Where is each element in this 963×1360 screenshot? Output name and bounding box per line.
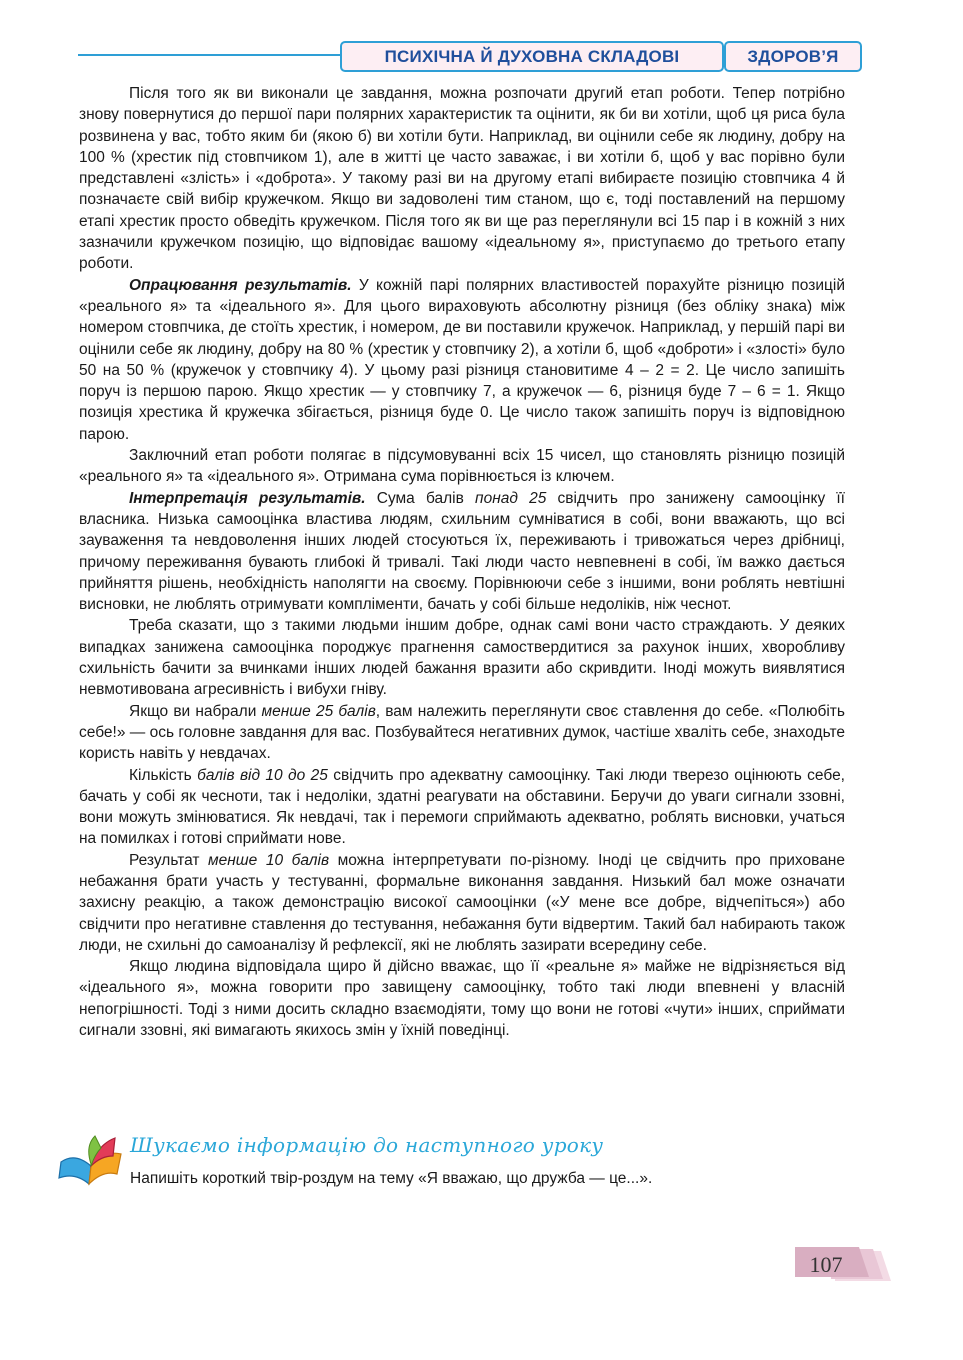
paragraph [79,765,845,850]
paragraph [79,83,845,275]
body-text: свідчить про занижену самооцінку її власника. Низька самооцінка властива людям, схильним сумніватися в собі, вони вважають, що всі зауваження та невдоволення інших людей стосуються їх, переживають і тривожаться через дрібниці, причому переживання бувають глибокі й тривалі. Такі люди часто невпевнені в собі, їм важко дається прийняття рішень, необхідність наполягти на своєму. Порівнюючи себе з іншими, вони роблять невтішні висновки, не люблять отримувати компліменти, бачать у собі більше недоліків, ніж чеснот. [79,489,845,614]
paragraph [79,615,845,700]
header-rule [78,54,340,56]
paragraph [79,488,845,616]
page-number: 107 [809,1252,843,1277]
body-text: свідчить про адекватну самооцінку. Такі люди тверезо оцінюють себе, бачать у собі як чесноти, так і недоліки, здатні реагувати на обставини. Беручи до уваги сигнали ззовні, вони можуть змінюватися. Як невдачі, так і перемоги сприймають адекватно, роблять висновки, учаться на помилках і готові сприймати нове. [79,766,845,848]
body-text: Треба сказати, що з такими людьми іншим добре, однак самі вони часто страждають. У деяких випадках занижена самооцінка породжує прагнення самоствердитися за рахунок інших, хворобливу схильність бачити за вчинками інших людей бажання вразити або скривдити. Іноді можуть виявлятися невмотивована агресивність і вибухи гніву. [79,617,845,699]
emphasis-text: балів від 10 до 25 [197,766,328,784]
body-text: можна інтерпретувати по-різному. Іноді це свідчить про приховане небажання брати участь у тестуванні, формальне виконання завдання. Низький бал може означати захисну реакцію, а також демонстрацію високої самооцінки («У мене все добре, відчепіться») або свідчити про негативне ставлення до тестування, небажання бути відвертим. Такий бал набирають також люди, не схильні до самоаналізу й рефлексії, які не люблять зазирати всередину себе. [79,851,845,954]
section-topic: ЗДОРОВ’Я [724,41,862,72]
paragraph [79,701,845,765]
body-text: Кількість [129,766,198,784]
emphasis-text: понад 25 [475,489,547,507]
paragraph [79,275,845,445]
emphasis-text: менше 10 балів [208,851,330,869]
body-text: Сума балів [365,489,476,507]
emphasis-text: менше 25 балів [261,702,376,720]
body-text: Результат [129,851,209,869]
next-lesson-title: Шукаємо інформацію до наступного уроку [130,1133,604,1157]
body-text: Якщо людина відповідала щиро й дійсно вважає, що її «реальне я» майже не відрізняється від «ідеального я», можна говорити про завищену самооцінку, тобто такі люди впевнені у власній непогрішності. Тоді з ними досить складно взаємодіяти, тому що вони не готові «чути» інших, сприймати сигнали ззовні, які вимагають якихось змін у їхній поведінці. [79,958,845,1040]
paragraph [79,850,845,956]
open-book-icon [55,1132,127,1188]
body-text: , вам належить переглянути своє ставлення до себе. «Полюбіть себе!» — ось головне завдання для вас. Позбувайтеся негативних думок, частіше хваліть себе, знаходьте користь навіть у невдачах. [79,702,845,763]
section-title: ПСИХІЧНА Й ДУХОВНА СКЛАДОВІ [340,41,724,72]
next-lesson-task: Напишіть короткий твір-роздум на тему «Я вважаю, що дружба — це...». [130,1170,653,1187]
body-text: Після того як ви виконали це завдання, можна розпочати другий етап роботи. Тепер потрібно знову повернутися до першої пари полярних характеристик та оцінити, як би ви хотіли, щоб ця риса була розвинена у вас, тобто яким би (якою б) ви хотіли бути. Наприклад, ви оцінили себе як людину, добру на 100 % (хрестик під стовпчиком 1), але в житті це часто заважає, і ви хотіли б, щоб у вас порівно були представлені «злість» і «доброта». У такому разі ви на другому етапі вибираєте позицію стовпчика 4 й позначаєте свій вибір кружечком. Якщо ви задоволені тим станом, що є, тоді поставлений на першому етапі хрестик просто обведіть кружечком. Після того як ви ще раз переглянули всі 15 пар і в кожній з них зазначили кружечком позицію, що відповідає вашому «ідеальному я», приступаємо до третього етапу роботи. [79,85,845,273]
emphasis-text: Опрацювання результатів. [129,276,352,294]
paragraph [79,445,845,488]
emphasis-text: Інтерпретація результатів. [129,489,366,507]
body-text: Заключний етап роботи полягає в підсумовуванні всіх 15 чисел, що становлять різницю позицій «реального я» та «ідеального я». Отримана сума порівнюється із ключем. [79,447,845,486]
paragraph [79,956,845,1041]
body-text: Якщо ви набрали [129,702,262,720]
body-text: У кожній парі полярних властивостей порахуйте різницю позицій «реального я» та «ідеального я». Для цього вираховують абсолютну різниця (без обліку знака) між номером стовпчика, де стоїть хрестик, і номером, де ви поставили кружечок. Наприклад, у першій парі ви оцінили себе як людину, добру на 80 % (хрестик у стовпчику 2), а хотіли б, щоб «доброти» і «злості» було 50 на 50 % (кружечок у стовпчику 4). У цьому разі різниця становитиме 4 – 2 = 2. Це число запишіть поруч із першою парою. Якщо хрестик — у стовпчику 7, а кружечок — 6, різниця буде 7 – 6 = 1. Якщо позиція хрестика й кружечка збігається, різниця буде 0. Це число також запишіть поруч із відповідною парою. [79,276,845,443]
main-text [79,83,845,1041]
